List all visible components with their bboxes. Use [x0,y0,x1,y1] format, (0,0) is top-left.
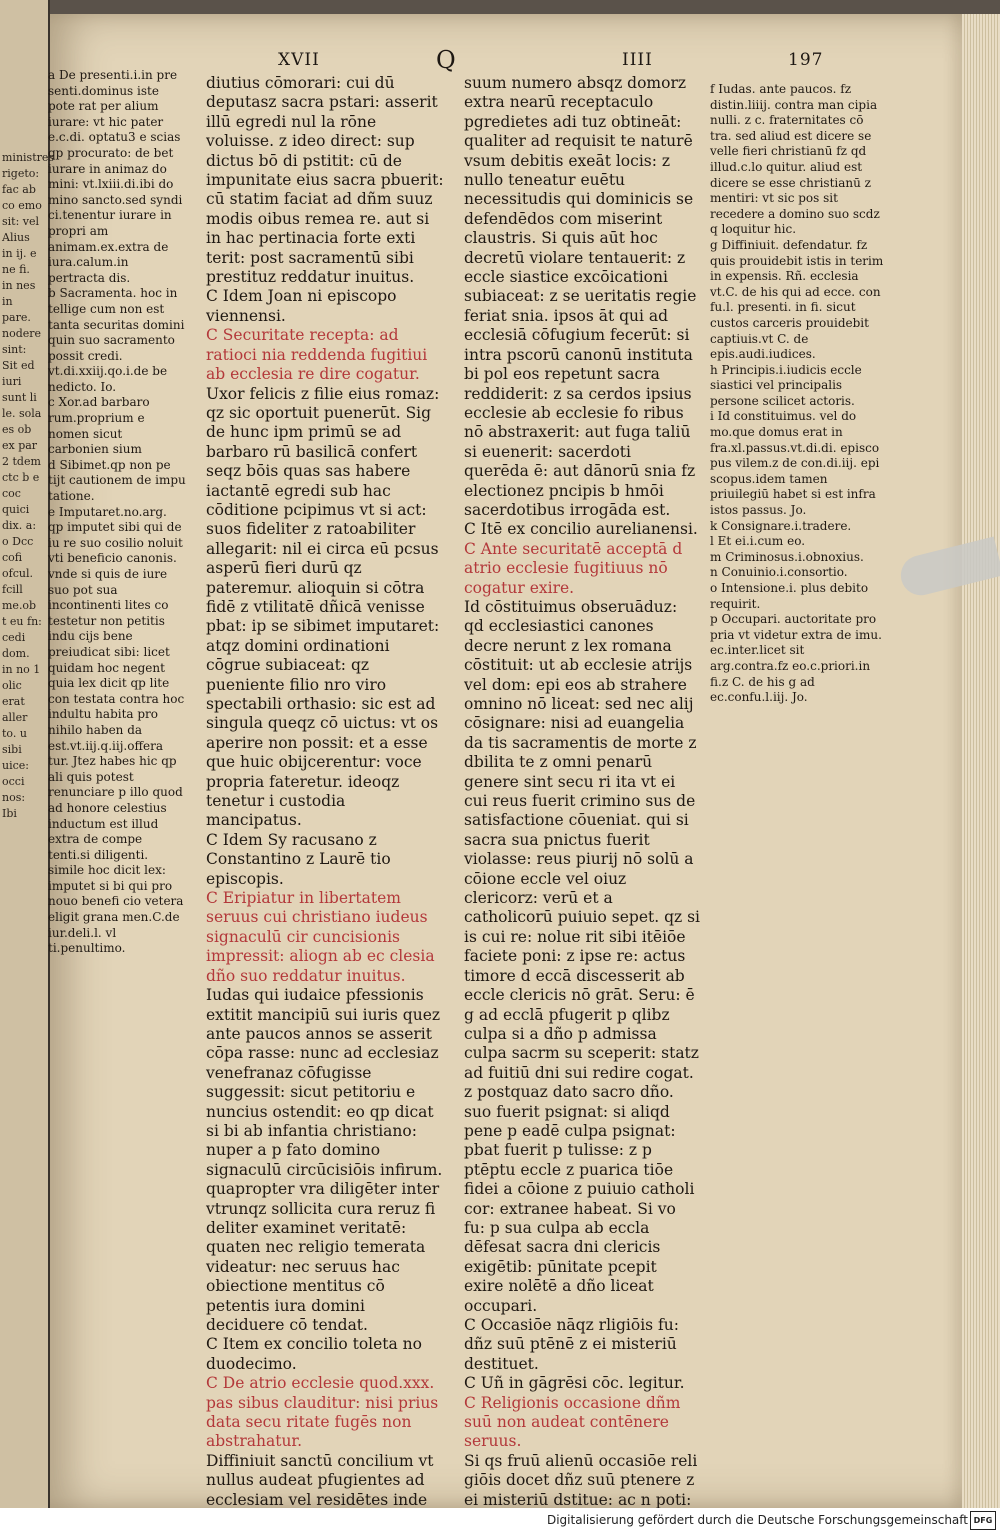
gloss-right-paragraph: i Id constituimus. vel do mo.que domus erat in fra.xl.passus.vt.di.di. episco pus vilem.z de con.di.iij. epi scopus.idem tamen priuilegiū habet si est infra istos passus. Jo. [710,409,880,518]
gloss-left-paragraph: e Imputaret.no.arg. qp imputet sibi qui de iu re suo cosilio noluit vti beneficio canonis. vnde si quis de iure suo pot sua incontinenti lites co testetur non petitis indu cijs bene preiudicat sibi: licet quidam hoc negent quia lex dicit qp lite con testata contra hoc indultu habita pro nihilo haben da est.vt.iij.q.iij.offera tur. Jtez habes hic qp ali quis potest renunciare p illo quod ad honore celestius inductum est illud extra de compe tenti.si diligenti. simile hoc dicit lex: imputet si bi qui pro nouo benefi cio vetera eligit grana men.C.de iur.deli.l. vl ti.penultimo. [48,504,185,956]
dfg-logo: DFG [970,1511,996,1530]
gloss-left-paragraph: b Sacramenta. hoc in tellige cum non est tanta securitas domini quin suo sacramento possit credi. vt.di.xxiij.qo.i.de be nedicto. Io. [48,286,185,394]
gloss-right-paragraph: g Diffiniuit. defendatur. fz quis prouidebit istis in terim in expensis. Rñ. ecclesia vt.C. de his qui ad ecce. con fu.l. presenti. in fi. sicut custos carceris prouidebit captiuis.vt C. de epis.audi.iudices. [710,237,884,362]
gloss-right-paragraph: p Occupari. auctoritate pro pria vt videtur extra de imu. ec.inter.licet sit arg.contra.fz eo.c.priori.in fi.z C. de his g ad ec.confu.l.iij. Jo. [710,612,882,705]
text-center-right-paragraph: C Religionis occasione dñm suū non audeat contēnere seruus. [464,1393,681,1451]
gloss-right-paragraph: n Conuinio.i.consortio. [710,565,848,580]
text-center-left-paragraph: C Idem Joan ni episcopo viennensi. [206,287,397,325]
text-center-right-paragraph: C Ante securitatē acceptā d atrio ecclesie fugitiuus nō cogatur exire. [464,539,683,597]
text-center-left-paragraph: C De atrio ecclesie quod.xxx. pas sibus clauditur: nisi prius data secu ritate fugēs non abstrahatur. [206,1374,439,1451]
text-column-left [206,74,444,1508]
text-center-right-paragraph: Si qs fruū alienū occasiōe reli giōis docet dñz suū ptenere z ei misteriū dstitue: ac n poti: [464,1451,698,1508]
gloss-right-paragraph: o Intensione.i. plus debito requirit. [710,581,869,611]
left-folio: XVII [278,50,320,70]
text-center-left-paragraph: C Idem Sy racusano z Constantino z Laurē tio episcopis. [206,830,391,888]
gloss-right-paragraph: f Iudas. ante paucos. fz distin.liiij. contra man cipia nulli. z c. fraternitates cō tra. sed aliud est dicere se velle fieri christianū fz qd illud.c.lo quitur. aliud est dicere se esse christianū z mentiri: vt sic pos sit recedere a domino suo scdz q loquitur hic. [710,82,880,237]
text-center-right-paragraph: C Itē ex concilio aurelianensi. [464,520,698,539]
gloss-left [48,68,186,957]
page-number: 197 [788,50,824,70]
text-center-right-paragraph: suum numero absqz domorz extra nearū receptaculo pgredietes adi tuz obtineāt: qualiter ad requisit te naturē vsum debitis exeāt locis: z nullo teneatur euētu necessitudis qui dominicis se defendēdos com miserint claustris. Si quis aūt hoc decretū violare tentauerit: z eccle siastice excōicationi subiaceat: z se ueritatis regie feriat snia. ipsos āt qui ad ecclesiā cōfugium fecerūt: si intra pscorū canonū instituta bi pol eos repetunt sacra reddiderit: z sa cerdos ipsius ecclesie ab ecclesie fo ribus nō abstraxerit: aut fuga taliū si euenerit: sacerdoti querēda ē: aut dānorū snia fz electionez pncipis b hmōi sacerdotibus irrogāda est. [464,74,697,519]
page-edges [962,14,1000,1508]
text-center-left-paragraph: C Eripiatur in libertatem seruus cui christiano iudeus signaculū cir cuncisionis impressit: aliogn ab ec clesia dño suo reddatur inuitus. [206,889,435,985]
text-column-right [464,74,700,1508]
previous-page-text: ministres rigeto: fac ab co emo sit: vel Alius in ij. e ne fi. in nes in pare. nodere sint: Sit ed iuri sunt li le. sola es ob ex par 2 tdem ctc b e coc quici dix. a: o Dcc cofi ofcul. fcill me.ob t eu fn: cedi dom. in no 1 olic erat aller to. u sibi uice: occi nos: Ibi [2,151,55,820]
gloss-right [710,82,886,706]
text-center-right-paragraph: Id cōstituimus obseruāduz: qd ecclesiastici canones decre nerunt z lex romana cōstituit: ut ab ecclesie atrijs vel dom: epi eos ab strahere omnino nō liceat: sed nec alij cōsignare: nisi ad euangelia da tis sacramentis de morte z dbilita te z omni penarū genere sint secu ri ita vt ei cui reus fuerit crimino sus de satisfactione cōueniat. qui si sacra sua pnictus fuerit violasse: reus piurij nō solū a cōione eccle vel oiuz clericorz: verū et a catholicorū puiuio sepet. qz si is cui re: nolue rit sibi itēiōe faciete poni: z ipse re: actus timore d eccā discesserit ab eccle clericis nō grāt. Seru: ē g ad ecclā pfugerit p qlibz culpa si a dño p admissa culpa sacrm su sceperit: statz ad fuitiū dni sui redire cogat. z postquaz dato sacro dño. suo fuerit psignat: si aliqd pene p eadē culpa psignat: pbat fuerit p tulisse: z p ptēptu eccle z puarica tiōe fidei a cōione z puiuio catholi cor: extranee habeat. Si vo fu: p sua culpa ab eccla dēfesat sacra dni clericis exigētib: pūnitate pcepit exire nolētē a dño liceat occupari. [464,597,701,1315]
text-center-right-paragraph: C Occasiōe nāqz rligiōis fu: dñz suū ptēnē z ei misteriū destituet. [464,1316,679,1373]
gloss-right-paragraph: m Criminosus.i.obnoxius. [710,549,864,564]
footer-bar [0,1508,1000,1532]
right-folio: IIII [622,50,653,70]
text-center-left-paragraph: Iudas qui iudaice pfessionis extitit mancipiū sui iuris quez ante paucos annos se asserit cōpa rasse: nunc ad ecclesiaz venefranaz cōfugisse suggessit: sicut petitoriu e nuncius ostendit: eo qp dicat si bi ab infantia christiano: nuper a p fato domino signaculū circūcisiōis infirum. quapropter vra diligēter inter vtrunqz sollicita cura reruz fi deliter examinet veritatē: quaten nec religio temerata videatur: nec seruus hac obiectione mentitus cō petentis iura domini deciduere cō tendat. [206,986,443,1334]
text-center-left-paragraph: diutius cōmorari: cui dū deputasz sacra pstari: asserit illū egredi nul la rōne voluisse. z ideo direct: sup dictus bō di pstitit: cū de impunitate eius sacra pbuerit: cū statim faciat ad dñm suuz modis oibus remea re. aut si in hac pertinacia forte exti terit: post sacramentū sibi prestituz reddatur inuitus. [206,74,444,287]
text-center-left-paragraph: C Securitate recepta: ad ratioci nia reddenda fugitiui ab ecclesia re dire cogatur. [206,326,428,384]
signature-mark: Q [436,46,457,74]
gloss-left-paragraph: a De presenti.i.in pre senti.dominus iste pote rat per alium iurare: vt hic pater e.c.di. optatu3 e scias qp procurato: de bet iurare in animaz do mini: vt.lxiii.di.ibi do mino sancto.sed syndi ci.tenentur iurare in propri am animam.ex.extra de iura.calum.in pertracta dis. [48,68,183,285]
gloss-left-paragraph: c Xor.ad barbaro rum.proprium e nomen sicut carbonien sium [48,395,150,457]
gloss-right-paragraph: h Principis.i.iudicis eccle siastici vel principalis persone scilicet actoris. [710,362,862,408]
text-center-left-paragraph: Uxor felicis z filie eius romaz: qz sic oportuit puenerūt. Sig de hunc ipm primū se ad barbaro rū basilicā confert seqz bōis quas sas habere iactantē egredi sub hac cōditione pcipimus vt si act: suos fideliter z ratoabiliter allegarit: nil ei circa eū pcsus asperū fieri durū qz pateremur. alioquin si cōtra fidē z vtilitatē dñicā venisse pbat: ip se sibimet imputaret: atqz domini ordinationi cōgrue subiaceat: qz pueniente filio nro viro spectabili orthasio: sic est ad singula queqz cō uictus: vt os aperire non possit: et a esse que huic obijcerentur: voce propria fateretur. ideoqz tenetur i custodia mancipatus. [206,384,440,830]
text-center-left-paragraph: C Item ex concilio toleta no duodecimo. [206,1335,422,1373]
previous-page-edge [0,0,55,1508]
gloss-right-paragraph: l Et ei.i.cum eo. [710,534,806,549]
gloss-right-paragraph: k Consignare.i.tradere. [710,518,852,533]
text-center-right-paragraph: C Uñ in gāgrēsi cōc. legitur. [464,1374,685,1393]
gloss-left-paragraph: d Sibimet.qp non pe tijt cautionem de impu tatione. [48,457,186,504]
footer-credit: Digitalisierung gefördert durch die Deutsche Forschungsgemeinschaft [546,1513,968,1527]
text-center-left-paragraph: Diffiniuit sanctū concilium vt nullus audeat pfugientes ad ecclesiam vel residētes inde [206,1451,434,1508]
